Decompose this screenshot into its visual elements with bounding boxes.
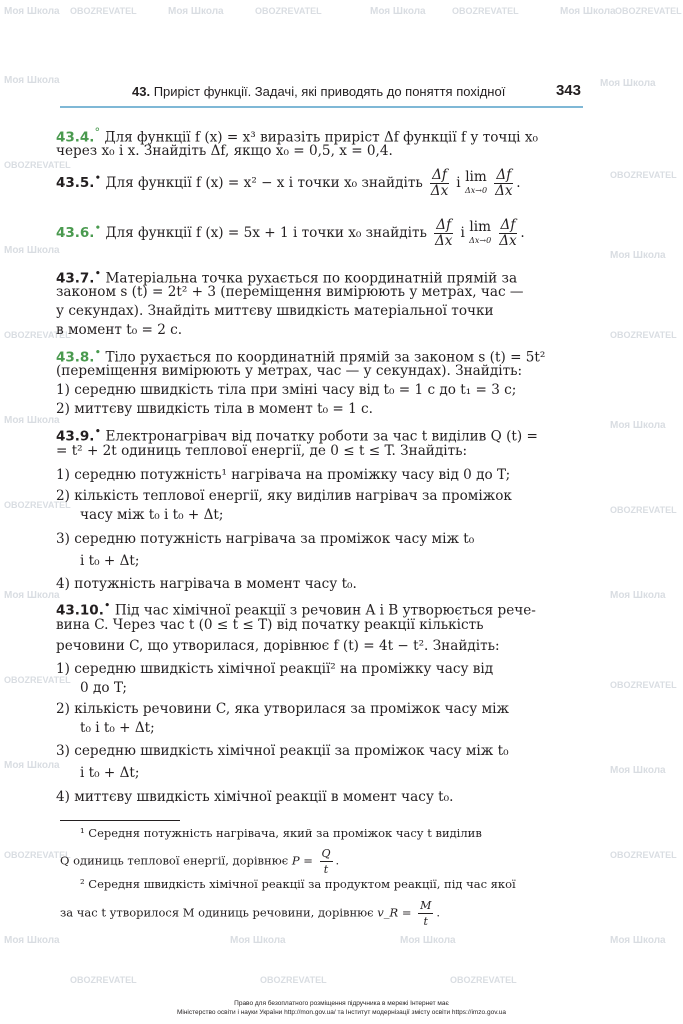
problem-text: Матеріальна точка рухається по координатній прямій за: [105, 270, 518, 287]
problem-text: Для функції f (x) = x³ виразіть приріст Δf функції f у точці x₀: [104, 129, 538, 146]
problem-text: Для функції f (x) = x² − x і точки x₀ знайдіть: [105, 175, 423, 191]
numerator: Δf: [496, 167, 512, 183]
problem-43-7-line-2: законом s (t) = 2t² + 3 (переміщення вимірюють у метрах, час —: [56, 284, 524, 300]
problem-number: 43.6.: [56, 225, 95, 241]
problem-43-9-line-2: = t² + 2t одиниць теплової енергії, де 0 ≤ t ≤ T. Знайдіть:: [56, 443, 468, 459]
footnote-1-line-2: Q одиниць теплової енергії, дорівнює P = $\frac{Q}{t}$ .: [60, 847, 340, 876]
watermark-school: Моя Школа: [370, 6, 426, 17]
numerator: Q: [321, 847, 331, 860]
watermark-brand: OBOZREVATEL: [260, 975, 327, 985]
problem-number: 43.8.: [56, 349, 95, 366]
problem-number: 43.10.: [56, 602, 104, 619]
page-header: [60, 80, 583, 108]
fraction: [320, 846, 333, 877]
numerator: Δf: [432, 167, 447, 183]
problem-43-10-line-6: 2) кількість речовини C, яка утворилася за проміжок часу між: [56, 701, 510, 717]
watermark-school: Моя Школа: [4, 75, 60, 86]
watermark-brand: OBOZREVATEL: [70, 975, 137, 985]
watermark-school: Моя Школа: [560, 6, 616, 17]
section-title: Приріст функції. Задачі, які приводять до поняття похідної: [153, 84, 506, 99]
running-title: [132, 84, 505, 99]
watermark-brand: OBOZREVATEL: [70, 6, 137, 16]
watermark-brand: OBOZREVATEL: [450, 975, 517, 985]
problem-43-10-line-8: 3) середню швидкість хімічної реакції за проміжок часу між t₀: [56, 743, 509, 759]
problem-text: Під час хімічної реакції з речовин A і B утворюється рече-: [114, 602, 536, 619]
numerator: Δf: [500, 217, 516, 233]
problem-43-10-line-3: речовини C, що утворилася, дорівнює f (t) = 4t − t². Знайдіть:: [56, 638, 500, 654]
watermark-school: Моя Школа: [610, 590, 666, 601]
watermark-school: Моя Школа: [4, 935, 60, 946]
difficulty-marker: •: [94, 424, 102, 438]
problem-number: 43.5.: [56, 175, 95, 191]
problem-text: Для функції f (x) = 5x + 1 і точки x₀ знайдіть: [105, 225, 427, 241]
fraction: [418, 898, 433, 929]
problem-43-10-line-5: 0 до T;: [80, 680, 128, 696]
watermark-brand: OBOZREVATEL: [610, 850, 677, 860]
watermark-school: Моя Школа: [4, 760, 60, 771]
fraction: [494, 168, 513, 199]
difficulty-marker: •: [94, 220, 102, 235]
watermark-school: Моя Школа: [168, 6, 224, 17]
problem-43-10-line-9: і t₀ + Δt;: [80, 765, 140, 781]
watermark-brand: OBOZREVATEL: [452, 6, 519, 16]
problem-43-7-line-3: у секундах). Знайдіть миттєву швидкість матеріальної точки: [56, 303, 494, 319]
difficulty-marker: •: [94, 170, 102, 185]
footnote-2-line-1: ² Середня швидкість хімічної реакції за продуктом реакції, під час якої: [80, 877, 516, 891]
watermark-brand: OBOZREVATEL: [4, 160, 71, 170]
limit-word: lim: [469, 218, 491, 235]
problem-43-8-line-4: 2) миттєву швидкість тіла в момент t₀ = 1 с.: [56, 401, 373, 417]
problem-43-7-line-4: в момент t₀ = 2 с.: [56, 322, 183, 338]
problem-43-9-line-3: 1) середню потужність¹ нагрівача на проміжку часу від 0 до T;: [56, 467, 511, 483]
problem-text: через x₀ і x. Знайдіть Δf, якщо x₀ = 0,5, x = 0,4.: [56, 143, 393, 159]
watermark-brand: OBOZREVATEL: [4, 675, 71, 685]
numerator: Δf: [436, 217, 452, 233]
limit-word: lim: [465, 168, 487, 185]
section-number: 43.: [132, 84, 151, 99]
problem-text: Тіло рухається по координатній прямій за законом s (t) = 5t²: [105, 349, 546, 366]
watermark-brand: OBOZREVATEL: [4, 330, 71, 340]
conjunction: і: [456, 175, 461, 191]
page-number: 343: [555, 82, 581, 99]
problem-43-10-line-2: вина C. Через час t (0 ≤ t ≤ T) від початку реакції кількість: [56, 617, 484, 633]
fraction: [430, 168, 449, 199]
fraction: [499, 218, 518, 249]
problem-number: 43.4.: [56, 129, 95, 146]
problem-number: 43.9.: [56, 428, 95, 445]
denominator: t: [423, 915, 428, 928]
fraction: [434, 218, 453, 249]
watermark-brand: OBOZREVATEL: [615, 6, 682, 16]
watermark-school: Моя Школа: [230, 935, 286, 946]
problem-number: 43.7.: [56, 270, 95, 287]
limit: [464, 168, 488, 197]
problem-43-8-line-3: 1) середню швидкість тіла при зміні часу від t₀ = 1 с до t₁ = 3 с;: [56, 382, 517, 398]
watermark-school: Моя Школа: [4, 6, 60, 17]
limit: [469, 218, 492, 247]
footer-line-2: Міністерство освіти і науки України http://mon.gov.ua/ та Інститут модернізації змісту освіти https://imzo.gov.ua: [176, 1009, 507, 1016]
problem-43-10-line-4: 1) середню швидкість хімічної реакції² на проміжку часу від: [56, 661, 494, 677]
problem-43-4-line-2: [56, 142, 393, 160]
watermark-school: Моя Школа: [4, 415, 60, 426]
difficulty-marker: •: [103, 598, 111, 612]
footnote-divider: [60, 820, 180, 821]
problem-43-10-line-10: 4) миттєву швидкість хімічної реакції в момент часу t₀.: [56, 789, 454, 805]
limit-subscript: Δx→0: [469, 235, 492, 245]
formula-lhs: P =: [291, 853, 313, 868]
denominator: Δx: [430, 183, 449, 199]
watermark-school: Моя Школа: [610, 765, 666, 776]
watermark-brand: OBOZREVATEL: [610, 330, 677, 340]
watermark-school: Моя Школа: [610, 420, 666, 431]
watermark-school: Моя Школа: [610, 935, 666, 946]
problem-43-9-line-7: і t₀ + Δt;: [80, 553, 140, 569]
problem-43-9-line-5: часу між t₀ і t₀ + Δt;: [80, 507, 224, 523]
footnote-text: Q одиниць теплової енергії, дорівнює: [60, 853, 289, 868]
formula-lhs: v_R =: [377, 905, 412, 920]
denominator: Δx: [434, 233, 453, 249]
watermark-brand: OBOZREVATEL: [4, 500, 71, 510]
problem-43-9-line-4: 2) кількість теплової енергії, яку виділив нагрівач за проміжок: [56, 488, 512, 504]
difficulty-marker: •: [94, 266, 102, 280]
watermark-school: Моя Школа: [400, 935, 456, 946]
footnote-1-line-1: ¹ Середня потужність нагрівача, який за проміжок часу t виділив: [80, 826, 482, 840]
denominator: Δx: [499, 233, 517, 249]
numerator: M: [420, 899, 432, 912]
problem-43-8-line-2: (переміщення вимірюють у метрах, час — у секундах). Знайдіть:: [56, 363, 523, 379]
limit-subscript: Δx→0: [464, 185, 488, 195]
difficulty-marker: °: [94, 125, 101, 139]
footer-line-1: Право для безоплатного розміщення підручника в мережі Інтернет має: [234, 1000, 449, 1007]
problem-text: Електронагрівач від початку роботи за час t виділив Q (t) =: [105, 428, 538, 445]
watermark-school: Моя Школа: [600, 78, 656, 89]
watermark-school: Моя Школа: [4, 590, 60, 601]
problem-43-10-line-7: t₀ і t₀ + Δt;: [80, 720, 155, 736]
footnote-text: за час t утворилося M одиниць речовини, дорівнює: [60, 905, 374, 920]
conjunction: і: [460, 225, 465, 241]
denominator: t: [323, 863, 329, 876]
watermark-brand: OBOZREVATEL: [4, 850, 71, 860]
problem-43-6: 43.6.• Для функції f (x) = 5x + 1 і точки x₀ знайдіть $\frac{\Delta f}{\Delta x}$ і lim Δx→0 $\frac{\Delta f}{\Delta x}$ .: [56, 217, 525, 249]
watermark-school: Моя Школа: [4, 245, 60, 256]
denominator: Δx: [495, 183, 513, 199]
watermark-brand: OBOZREVATEL: [610, 680, 677, 690]
watermark-brand: OBOZREVATEL: [255, 6, 322, 16]
problem-43-5: 43.5.• Для функції f (x) = x² − x і точки x₀ знайдіть $\frac{\Delta f}{\Delta x}$ і lim Δx→0 $\frac{\Delta f}{\Delta x}$ .: [56, 167, 521, 199]
watermark-school: Моя Школа: [610, 250, 666, 261]
problem-43-9-line-8: 4) потужність нагрівача в момент часу t₀.: [56, 576, 357, 592]
watermark-brand: OBOZREVATEL: [610, 505, 677, 515]
footnote-2-line-2: за час t утворилося M одиниць речовини, дорівнює v_R = $\frac{M}{t}$ .: [60, 899, 441, 928]
problem-43-9-line-6: 3) середню потужність нагрівача за проміжок часу між t₀: [56, 531, 475, 547]
difficulty-marker: •: [94, 345, 102, 359]
watermark-brand: OBOZREVATEL: [610, 170, 677, 180]
